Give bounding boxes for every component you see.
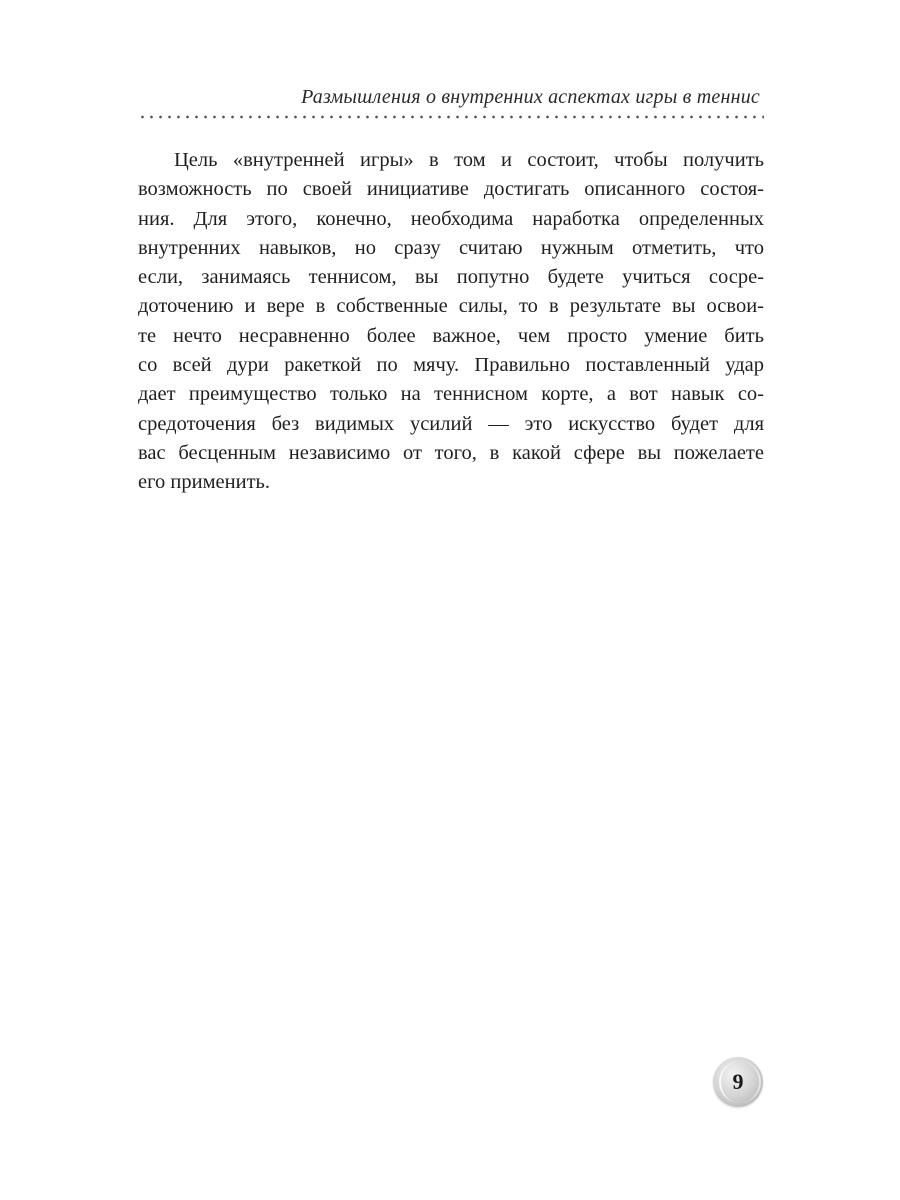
paragraph-line: внутренних навыков, но сразу считаю нужным отметить, что (138, 236, 764, 259)
body-paragraph (138, 146, 764, 498)
paragraph-line: со всей дури ракеткой по мячу. Правильно поставленный удар (138, 354, 764, 377)
paragraph-line: если, занимаясь теннисом, вы попутно будете учиться сосре- (138, 266, 764, 289)
paragraph-line: те нечто несравненно более важное, чем просто умение бить (138, 324, 764, 347)
paragraph-line: вас бесценным независимо от того, в какой сфере вы пожелаете (138, 441, 764, 464)
page-number: 9 (732, 1069, 744, 1094)
paragraph-line: ния. Для этого, конечно, необходима наработка определенных (138, 207, 764, 230)
running-head-title: Размышления о внутренних аспектах игры в теннис (301, 86, 760, 108)
paragraph-line: доточению и вере в собственные силы, то в результате вы освои- (138, 295, 764, 318)
paragraph-line: возможность по своей инициативе достигать описанного состоя- (138, 178, 764, 201)
paragraph-line: средоточения без видимых усилий — это искусство будет для (138, 412, 764, 435)
tennis-ball-page-badge (713, 1057, 763, 1107)
paragraph-line: Цель «внутренней игры» в том и состоит, чтобы получить (174, 149, 764, 171)
dotted-divider (138, 115, 764, 119)
paragraph-line: дает преимущество только на теннисном корте, а вот навык со- (138, 383, 764, 406)
paragraph-line: его применить. (138, 471, 271, 494)
